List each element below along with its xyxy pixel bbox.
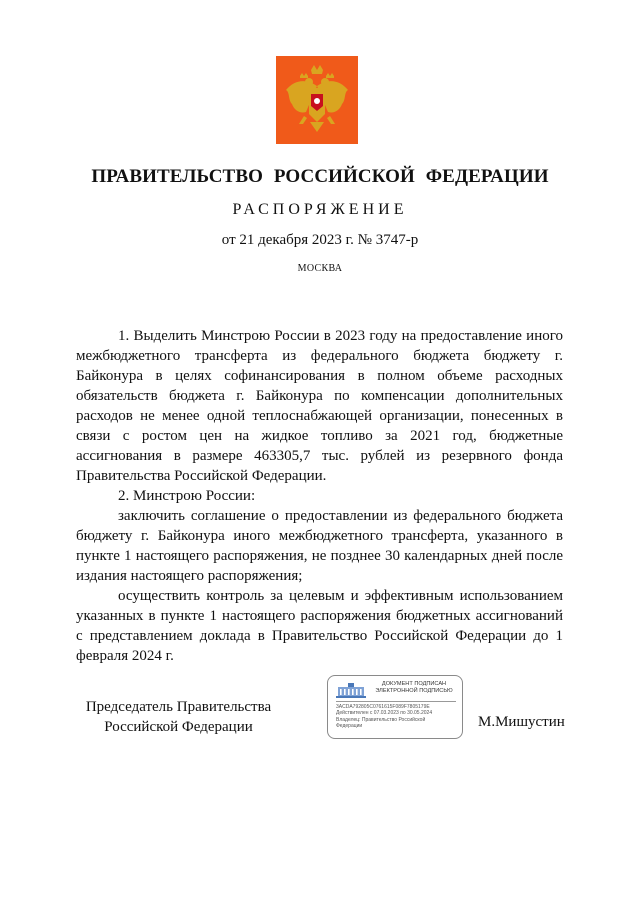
signatory-role-line-1: Председатель Правительства (85, 699, 272, 715)
stamp-validity: Действителен с 07.03.2023 по 30.05.2024 (336, 710, 433, 717)
stamp-title: ДОКУМЕНТ ПОДПИСАН ЭЛЕКТРОННОЙ ПОДПИСЬЮ (375, 681, 453, 694)
stamp-divider (336, 701, 456, 702)
document-body (76, 326, 563, 666)
government-building-icon (336, 682, 366, 698)
electronic-signature-stamp (327, 675, 463, 739)
signatory-role (76, 697, 281, 737)
stamp-owner-line-1: Владелец: Правительство Российской (336, 716, 426, 723)
russian-coat-of-arms-icon (276, 56, 358, 144)
stamp-details (336, 704, 460, 729)
paragraph-2-item-2: осуществить контроль за целевым и эффективным использованием указанных в пункте 1 настоящего распоряжения бюджетных ассигнований с представлением доклада в Правительство Российской Федерации до 1 февраля 2024 г. (76, 588, 563, 664)
stamp-owner-line-2: Федерации (336, 722, 363, 729)
paragraph-2-item-1: заключить соглашение о предоставлении из федерального бюджета бюджету г. Байконура иного межбюджетного трансферта, указанного в пункте 1 настоящего распоряжения, не позднее 30 календарных дней после издания настоящего распоряжения; (76, 508, 563, 584)
document-date-number: от 21 декабря 2023 г. № 3747-р (221, 232, 419, 248)
signatory-name: М.Мишустин (478, 714, 565, 730)
government-title: ПРАВИТЕЛЬСТВО РОССИЙСКОЙ ФЕДЕРАЦИИ (91, 166, 549, 187)
document-city: МОСКВА (297, 263, 343, 274)
signatory-role-line-2: Российской Федерации (104, 719, 253, 735)
stamp-certificate: 3ACDA792805C0761615F089F7805179E (336, 704, 430, 710)
paragraph-1: 1. Выделить Минстрою России в 2023 году на предоставление иного межбюджетного трансферта из федерального бюджета бюджету г. Байконура в целях софинансирования в полном объеме расходных обязательств бюджета г. Байконура по компенсации дополнительных расходов не менее одной теплоснабжающей организации, понесенных в связи с ростом цен на жидкое топливо за 2021 год, бюджетные ассигнования в размере 463305,7 тыс. рублей из резервного фонда Правительства Российской Федерации. (76, 328, 563, 484)
paragraph-2: 2. Минстрою России: (118, 488, 256, 504)
document-type: РАСПОРЯЖЕНИЕ (232, 201, 408, 218)
